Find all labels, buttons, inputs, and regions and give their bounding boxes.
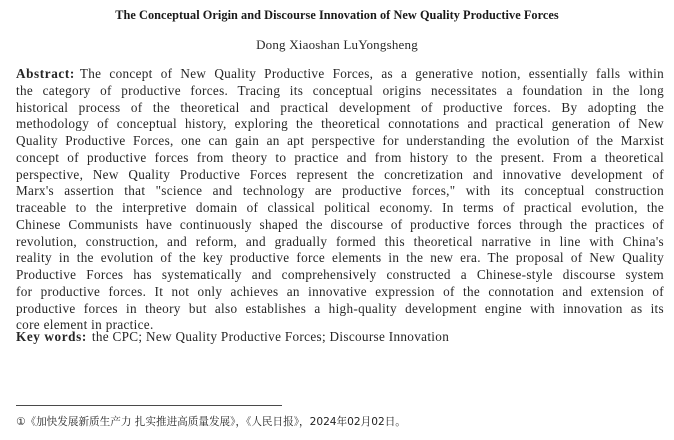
footnote-marker: ① bbox=[16, 416, 26, 428]
abstract-label: Abstract: bbox=[16, 66, 75, 81]
abstract-block bbox=[16, 66, 664, 334]
footnote bbox=[16, 414, 406, 429]
abstract-line: reality in the evolution of the key productive force elements in the new era. The proposal of New Quality bbox=[16, 250, 664, 266]
abstract-line: productive forces in theory but also establishes a high-quality development engine with innovation as its bbox=[16, 300, 664, 316]
keywords-block bbox=[16, 329, 449, 345]
abstract-line: Productive Forces has systematically and comprehensively constructed a Chinese-style discourse system bbox=[16, 267, 664, 283]
abstract-line: traceable to the interpretive domain of classical political economy. In terms of practical evolution, the bbox=[16, 200, 664, 216]
abstract-line: methodology of conceptual history, exploring the theoretical connotations and practical generation of New bbox=[16, 116, 664, 132]
abstract-line: core element in practice. bbox=[16, 317, 154, 333]
paper-title: The Conceptual Origin and Discourse Innovation of New Quality Productive Forces bbox=[115, 8, 559, 22]
abstract-line: for productive forces. It not only achieves an innovative expression of the connotation and extension of bbox=[16, 283, 664, 299]
abstract-line: Marx's assertion that "science and technology are productive forces," with its conceptual construction bbox=[16, 183, 664, 199]
abstract-line: Quality Productive Forces, one can gain an apt perspective for understanding the evolution of the Marxist bbox=[16, 133, 664, 149]
abstract-line: concept of productive forces from theory to practice and from history to the present. From a theoretical bbox=[16, 149, 664, 165]
footnote-text: 《加快发展新质生产力 扎实推进高质量发展》，《人民日报》，2024年02月02日。 bbox=[25, 416, 406, 428]
abstract-line: perspective, New Quality Productive Forces represent the concretization and innovative development of bbox=[16, 166, 664, 182]
abstract-line: Chinese Communists have continuously shaped the discourse of productive forces through the practices of bbox=[16, 216, 664, 232]
footnote-divider bbox=[16, 405, 282, 406]
abstract-line: the category of productive forces. Tracing its conceptual origins necessitates a foundation in the long bbox=[16, 82, 664, 98]
keywords-label: Key words: bbox=[16, 329, 87, 344]
abstract-line bbox=[16, 66, 664, 83]
paper-authors: Dong Xiaoshan LuYongsheng bbox=[256, 37, 418, 52]
abstract-line: historical process of the theoretical and practical development of productive forces. By adopting the bbox=[16, 99, 664, 115]
abstract-text: The concept of New Quality Productive Forces, as a generative notion, essentially falls within bbox=[79, 66, 664, 81]
abstract-line: revolution, construction, and reform, and gradually formed this theoretical narrative in line with China's bbox=[16, 233, 664, 249]
keywords-text: the CPC; New Quality Productive Forces; Discourse Innovation bbox=[91, 329, 450, 344]
